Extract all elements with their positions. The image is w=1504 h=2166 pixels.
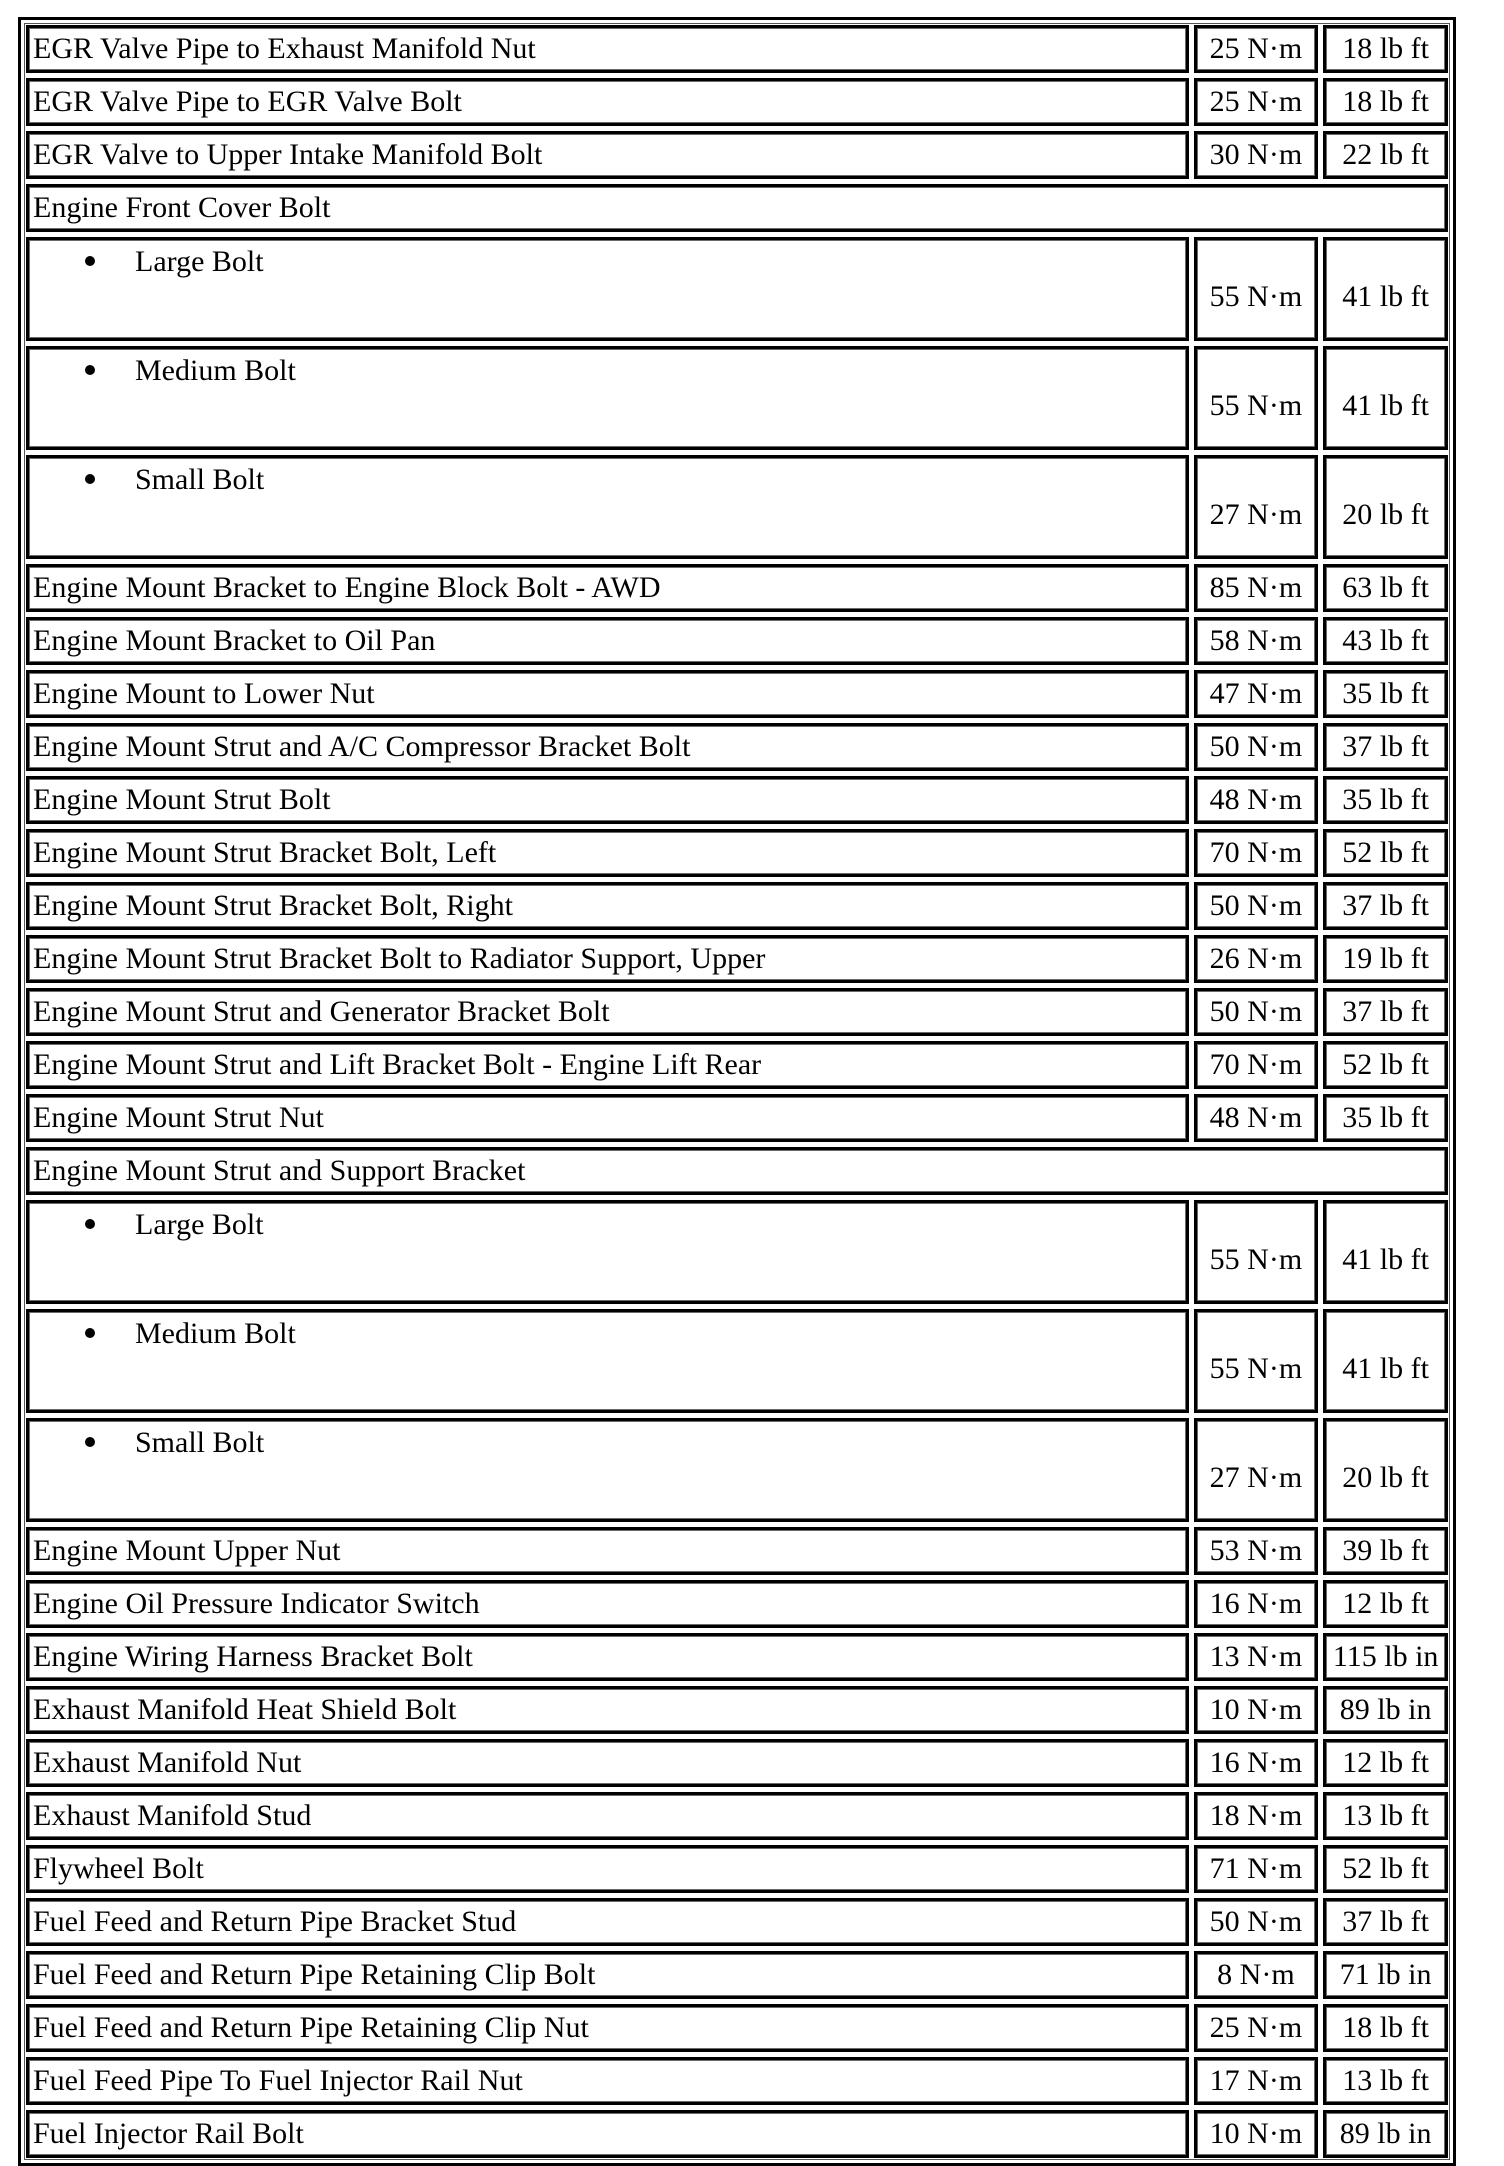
metric-torque-cell: 53 N·m xyxy=(1194,1527,1319,1575)
description-cell xyxy=(26,670,1189,718)
group-header-cell: Engine Front Cover Bolt xyxy=(26,184,1448,232)
description-label: Small Bolt xyxy=(135,1426,265,1459)
description-label: Engine Mount to Lower Nut xyxy=(33,677,375,710)
table-row xyxy=(26,1633,1448,1681)
table-sub-row xyxy=(26,1200,1448,1304)
table-row xyxy=(26,723,1448,771)
description-label: Fuel Feed and Return Pipe Retaining Clip Bolt xyxy=(33,1958,596,1991)
description-label: Engine Oil Pressure Indicator Switch xyxy=(33,1587,480,1620)
description-cell xyxy=(26,131,1189,179)
table-row xyxy=(26,1792,1448,1840)
description-cell xyxy=(26,564,1189,612)
metric-torque-cell: 55 N·m xyxy=(1194,1200,1319,1304)
table-row xyxy=(26,131,1448,179)
description-label: Small Bolt xyxy=(135,463,265,496)
english-torque-cell: 12 lb ft xyxy=(1323,1580,1448,1628)
table-row xyxy=(26,1686,1448,1734)
description-label: EGR Valve Pipe to Exhaust Manifold Nut xyxy=(33,32,536,65)
metric-torque-cell: 70 N·m xyxy=(1194,1041,1319,1089)
metric-torque-cell: 50 N·m xyxy=(1194,988,1319,1036)
english-torque-cell: 37 lb ft xyxy=(1323,723,1448,771)
english-torque-cell: 19 lb ft xyxy=(1323,935,1448,983)
description-label: Engine Wiring Harness Bracket Bolt xyxy=(33,1640,473,1673)
english-torque-cell: 52 lb ft xyxy=(1323,829,1448,877)
description-label: Medium Bolt xyxy=(135,354,296,387)
english-torque-cell: 43 lb ft xyxy=(1323,617,1448,665)
metric-torque-cell: 85 N·m xyxy=(1194,564,1319,612)
english-torque-cell: 52 lb ft xyxy=(1323,1845,1448,1893)
metric-torque-cell: 70 N·m xyxy=(1194,829,1319,877)
english-torque-cell: 22 lb ft xyxy=(1323,131,1448,179)
english-torque-cell: 12 lb ft xyxy=(1323,1739,1448,1787)
bullet-icon xyxy=(85,1328,95,1338)
english-torque-cell: 39 lb ft xyxy=(1323,1527,1448,1575)
description-cell xyxy=(26,2057,1189,2105)
description-cell xyxy=(26,25,1189,73)
english-torque-cell: 63 lb ft xyxy=(1323,564,1448,612)
description-label: Engine Mount Bracket to Oil Pan xyxy=(33,624,436,657)
description-label: Flywheel Bolt xyxy=(33,1852,204,1885)
metric-torque-cell: 16 N·m xyxy=(1194,1580,1319,1628)
description-cell xyxy=(26,1200,1189,1304)
description-label: Engine Mount Strut and Lift Bracket Bolt - Engine Lift Rear xyxy=(33,1048,762,1081)
description-cell xyxy=(26,237,1189,341)
table-row xyxy=(26,1898,1448,1946)
description-label: EGR Valve Pipe to EGR Valve Bolt xyxy=(33,85,462,118)
description-cell xyxy=(26,346,1189,450)
table-row xyxy=(26,617,1448,665)
description-cell xyxy=(26,1094,1189,1142)
description-label: Engine Mount Bracket to Engine Block Bolt - AWD xyxy=(33,571,661,604)
english-torque-cell: 41 lb ft xyxy=(1323,1200,1448,1304)
description-cell xyxy=(26,1580,1189,1628)
table-sub-row xyxy=(26,1309,1448,1413)
metric-torque-cell: 50 N·m xyxy=(1194,882,1319,930)
metric-torque-cell: 55 N·m xyxy=(1194,237,1319,341)
description-label: Engine Mount Strut Bracket Bolt, Right xyxy=(33,889,513,922)
table-sub-row xyxy=(26,237,1448,341)
english-torque-cell: 35 lb ft xyxy=(1323,1094,1448,1142)
description-cell xyxy=(26,1418,1189,1522)
description-cell xyxy=(26,1898,1189,1946)
table-row xyxy=(26,1951,1448,1999)
description-cell xyxy=(26,1792,1189,1840)
description-label: Medium Bolt xyxy=(135,1317,296,1350)
table-row xyxy=(26,2057,1448,2105)
description-label: Exhaust Manifold Stud xyxy=(33,1799,312,1832)
english-torque-cell: 41 lb ft xyxy=(1323,1309,1448,1413)
english-torque-cell: 37 lb ft xyxy=(1323,988,1448,1036)
metric-torque-cell: 50 N·m xyxy=(1194,723,1319,771)
metric-torque-cell: 71 N·m xyxy=(1194,1845,1319,1893)
table-row xyxy=(26,882,1448,930)
description-label: EGR Valve to Upper Intake Manifold Bolt xyxy=(33,138,543,171)
description-label: Engine Mount Strut Bracket Bolt to Radiator Support, Upper xyxy=(33,942,766,975)
table-row xyxy=(26,78,1448,126)
description-cell xyxy=(26,829,1189,877)
table-row xyxy=(26,1580,1448,1628)
english-torque-cell: 13 lb ft xyxy=(1323,1792,1448,1840)
english-torque-cell: 115 lb in xyxy=(1323,1633,1448,1681)
metric-torque-cell: 27 N·m xyxy=(1194,455,1319,559)
metric-torque-cell: 8 N·m xyxy=(1194,1951,1319,1999)
description-label: Engine Mount Strut and Generator Bracket Bolt xyxy=(33,995,610,1028)
metric-torque-cell: 25 N·m xyxy=(1194,2004,1319,2052)
metric-torque-cell: 55 N·m xyxy=(1194,346,1319,450)
table-row xyxy=(26,829,1448,877)
description-cell xyxy=(26,1041,1189,1089)
description-label: Fuel Feed Pipe To Fuel Injector Rail Nut xyxy=(33,2064,523,2097)
table-row xyxy=(26,25,1448,73)
description-cell xyxy=(26,1633,1189,1681)
table-row xyxy=(26,1094,1448,1142)
description-label: Large Bolt xyxy=(135,245,264,278)
metric-torque-cell: 27 N·m xyxy=(1194,1418,1319,1522)
description-label: Engine Mount Strut Bracket Bolt, Left xyxy=(33,836,497,869)
description-cell xyxy=(26,1309,1189,1413)
description-cell xyxy=(26,988,1189,1036)
table-row xyxy=(26,1041,1448,1089)
metric-torque-cell: 48 N·m xyxy=(1194,776,1319,824)
description-label: Engine Mount Strut Nut xyxy=(33,1101,324,1134)
description-cell xyxy=(26,1686,1189,1734)
description-cell xyxy=(26,78,1189,126)
bullet-icon xyxy=(85,474,95,484)
metric-torque-cell: 58 N·m xyxy=(1194,617,1319,665)
description-cell xyxy=(26,2004,1189,2052)
table-sub-row xyxy=(26,1418,1448,1522)
description-cell xyxy=(26,455,1189,559)
table-row xyxy=(26,776,1448,824)
description-label: Engine Mount Strut and A/C Compressor Bracket Bolt xyxy=(33,730,691,763)
english-torque-cell: 18 lb ft xyxy=(1323,25,1448,73)
description-cell xyxy=(26,1527,1189,1575)
table-body xyxy=(26,25,1448,2158)
english-torque-cell: 18 lb ft xyxy=(1323,2004,1448,2052)
table-row xyxy=(26,1527,1448,1575)
description-cell xyxy=(26,617,1189,665)
english-torque-cell: 18 lb ft xyxy=(1323,78,1448,126)
description-cell xyxy=(26,723,1189,771)
description-label: Exhaust Manifold Heat Shield Bolt xyxy=(33,1693,457,1726)
english-torque-cell: 20 lb ft xyxy=(1323,1418,1448,1522)
table-sub-row xyxy=(26,346,1448,450)
english-torque-cell: 37 lb ft xyxy=(1323,882,1448,930)
english-torque-cell: 89 lb in xyxy=(1323,2110,1448,2158)
bullet-icon xyxy=(85,365,95,375)
metric-torque-cell: 10 N·m xyxy=(1194,2110,1319,2158)
english-torque-cell: 41 lb ft xyxy=(1323,237,1448,341)
metric-torque-cell: 25 N·m xyxy=(1194,78,1319,126)
metric-torque-cell: 25 N·m xyxy=(1194,25,1319,73)
table-row xyxy=(26,1845,1448,1893)
english-torque-cell: 89 lb in xyxy=(1323,1686,1448,1734)
metric-torque-cell: 26 N·m xyxy=(1194,935,1319,983)
english-torque-cell: 71 lb in xyxy=(1323,1951,1448,1999)
english-torque-cell: 20 lb ft xyxy=(1323,455,1448,559)
table-group-header-row xyxy=(26,184,1448,232)
description-label: Engine Mount Strut Bolt xyxy=(33,783,331,816)
table-sub-row xyxy=(26,455,1448,559)
description-label: Fuel Feed and Return Pipe Retaining Clip Nut xyxy=(33,2011,589,2044)
bullet-icon xyxy=(85,1437,95,1447)
bullet-icon xyxy=(85,256,95,266)
torque-specification-table xyxy=(18,17,1456,2166)
description-label: Large Bolt xyxy=(135,1208,264,1241)
metric-torque-cell: 13 N·m xyxy=(1194,1633,1319,1681)
english-torque-cell: 41 lb ft xyxy=(1323,346,1448,450)
metric-torque-cell: 48 N·m xyxy=(1194,1094,1319,1142)
metric-torque-cell: 47 N·m xyxy=(1194,670,1319,718)
table-row xyxy=(26,935,1448,983)
table-row xyxy=(26,2004,1448,2052)
description-cell xyxy=(26,1739,1189,1787)
english-torque-cell: 13 lb ft xyxy=(1323,2057,1448,2105)
description-cell xyxy=(26,1845,1189,1893)
table-row xyxy=(26,564,1448,612)
metric-torque-cell: 17 N·m xyxy=(1194,2057,1319,2105)
metric-torque-cell: 18 N·m xyxy=(1194,1792,1319,1840)
description-cell xyxy=(26,2110,1189,2158)
description-label: Fuel Feed and Return Pipe Bracket Stud xyxy=(33,1905,517,1938)
description-cell xyxy=(26,776,1189,824)
description-cell xyxy=(26,935,1189,983)
description-label: Engine Mount Upper Nut xyxy=(33,1534,341,1567)
metric-torque-cell: 10 N·m xyxy=(1194,1686,1319,1734)
english-torque-cell: 35 lb ft xyxy=(1323,776,1448,824)
description-cell xyxy=(26,882,1189,930)
metric-torque-cell: 30 N·m xyxy=(1194,131,1319,179)
metric-torque-cell: 16 N·m xyxy=(1194,1739,1319,1787)
description-cell xyxy=(26,1951,1189,1999)
metric-torque-cell: 50 N·m xyxy=(1194,1898,1319,1946)
english-torque-cell: 52 lb ft xyxy=(1323,1041,1448,1089)
english-torque-cell: 35 lb ft xyxy=(1323,670,1448,718)
table-row xyxy=(26,1739,1448,1787)
english-torque-cell: 37 lb ft xyxy=(1323,1898,1448,1946)
bullet-icon xyxy=(85,1219,95,1229)
group-header-cell: Engine Mount Strut and Support Bracket xyxy=(26,1147,1448,1195)
table-row xyxy=(26,670,1448,718)
metric-torque-cell: 55 N·m xyxy=(1194,1309,1319,1413)
table-row xyxy=(26,2110,1448,2158)
table-row xyxy=(26,988,1448,1036)
description-label: Fuel Injector Rail Bolt xyxy=(33,2117,304,2150)
description-label: Exhaust Manifold Nut xyxy=(33,1746,302,1779)
table-group-header-row xyxy=(26,1147,1448,1195)
